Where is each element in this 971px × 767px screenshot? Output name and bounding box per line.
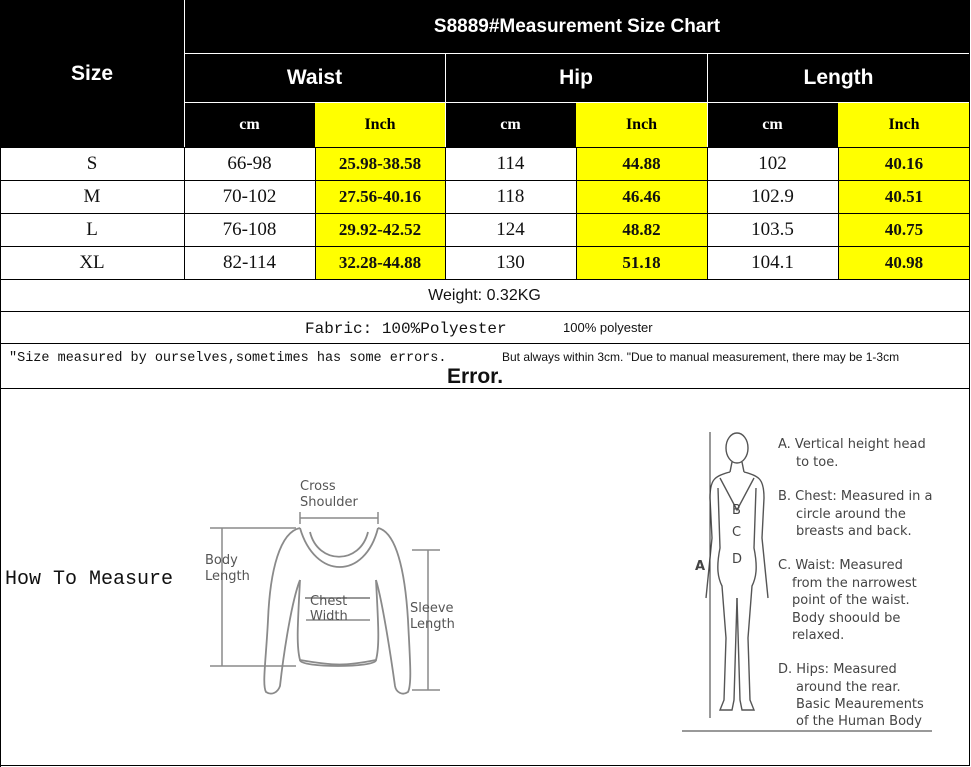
length-inch-cell: 40.16 xyxy=(838,147,970,180)
hip-inch-cell: 48.82 xyxy=(576,213,707,246)
svg-text:breasts and back.: breasts and back. xyxy=(796,524,912,539)
cross-shoulder-label: Cross xyxy=(300,479,336,494)
chart-title: S8889#Measurement Size Chart xyxy=(433,15,721,37)
svg-text:Length: Length xyxy=(205,569,250,584)
body-measure-diagram xyxy=(682,428,952,738)
disclaimer-error: Error. xyxy=(447,365,504,388)
size-cell: L xyxy=(86,218,98,240)
size-cell: M xyxy=(83,185,101,207)
svg-text:circle around the: circle around the xyxy=(796,507,906,522)
svg-text:B. Chest: Measured in a: B. Chest: Measured in a xyxy=(778,489,933,504)
unit-header: cm xyxy=(445,102,576,147)
marker-c: C xyxy=(732,525,742,540)
hip-cm-cell: 124 xyxy=(496,218,525,240)
svg-text:C. Waist: Measured: C. Waist: Measured xyxy=(778,558,903,573)
fabric-row xyxy=(0,312,969,343)
hip-inch-cell: 46.46 xyxy=(576,180,707,213)
weight-row xyxy=(0,280,969,311)
waist-cm-cell: 70-102 xyxy=(222,185,277,207)
length-cm-cell: 103.5 xyxy=(751,218,794,240)
size-cell: XL xyxy=(79,251,105,273)
hip-cm-cell: 114 xyxy=(496,152,525,174)
group-header-length: Length xyxy=(707,53,970,102)
hip-cm-cell: 130 xyxy=(496,251,525,273)
garment-measure-diagram xyxy=(200,470,480,710)
hip-inch-cell: 51.18 xyxy=(576,246,707,279)
size-header: Size xyxy=(70,61,114,85)
disclaimer-text: "Size measured by ourselves,sometimes has some errors. xyxy=(9,351,447,366)
body-figure-icon xyxy=(706,433,768,710)
svg-text:Width: Width xyxy=(310,609,348,624)
size-header-cell xyxy=(0,0,184,147)
size-cell: S xyxy=(86,152,98,174)
unit-header: cm xyxy=(707,102,838,147)
disclaimer-row xyxy=(0,344,969,388)
svg-text:Length: Length xyxy=(410,617,455,632)
fabric-note: 100% polyester xyxy=(563,320,653,335)
svg-text:of the Human Body: of the Human Body xyxy=(796,714,922,729)
length-inch-cell: 40.75 xyxy=(838,213,970,246)
unit-header: Inch xyxy=(838,102,970,147)
sleeve-length-label: Sleeve xyxy=(410,601,454,616)
group-header-hip: Hip xyxy=(445,53,707,102)
title-cell xyxy=(184,0,970,53)
unit-header: cm xyxy=(184,102,315,147)
length-cm-cell: 102 xyxy=(758,152,787,174)
hip-cm-cell: 118 xyxy=(496,185,525,207)
svg-text:to toe.: to toe. xyxy=(796,455,839,470)
svg-text:Basic Meaurements: Basic Meaurements xyxy=(796,697,924,712)
length-inch-cell: 40.98 xyxy=(838,246,970,279)
waist-inch-cell: 29.92-42.52 xyxy=(315,213,445,246)
disclaimer-text-2: But always within 3cm. "Due to manual measurement, there may be 1-3cm xyxy=(502,350,900,364)
svg-text:from the narrowest: from the narrowest xyxy=(792,576,917,591)
marker-b: B xyxy=(732,503,741,518)
marker-d: D xyxy=(732,552,743,567)
waist-cm-cell: 82-114 xyxy=(222,251,277,273)
svg-text:point of the waist.: point of the waist. xyxy=(792,593,910,608)
waist-inch-cell: 32.28-44.88 xyxy=(315,246,445,279)
svg-text:around the rear.: around the rear. xyxy=(796,680,901,695)
svg-text:A. Vertical height head: A. Vertical height head xyxy=(778,437,926,452)
how-to-measure-label: How To Measure xyxy=(5,568,174,591)
waist-cm-cell: 66-98 xyxy=(227,152,272,174)
length-inch-cell: 40.51 xyxy=(838,180,970,213)
waist-cm-cell: 76-108 xyxy=(222,218,277,240)
unit-header: Inch xyxy=(576,102,707,147)
unit-header: Inch xyxy=(315,102,445,147)
body-length-label: Body xyxy=(205,553,238,568)
svg-text:Shoulder: Shoulder xyxy=(300,495,358,510)
weight-text: Weight: 0.32KG xyxy=(428,286,541,304)
marker-a: A xyxy=(695,559,706,574)
svg-text:Body shoould be: Body shoould be xyxy=(792,611,901,626)
svg-text:D. Hips: Measured: D. Hips: Measured xyxy=(778,662,897,677)
waist-inch-cell: 27.56-40.16 xyxy=(315,180,445,213)
svg-text:relaxed.: relaxed. xyxy=(792,628,845,643)
length-cm-cell: 102.9 xyxy=(751,185,794,207)
length-cm-cell: 104.1 xyxy=(751,251,794,273)
fabric-text: Fabric: 100%Polyester xyxy=(305,320,507,338)
hip-inch-cell: 44.88 xyxy=(576,147,707,180)
chest-width-label: Chest xyxy=(310,594,348,609)
waist-inch-cell: 25.98-38.58 xyxy=(315,147,445,180)
measure-notes xyxy=(778,437,932,729)
group-header-waist: Waist xyxy=(184,53,445,102)
